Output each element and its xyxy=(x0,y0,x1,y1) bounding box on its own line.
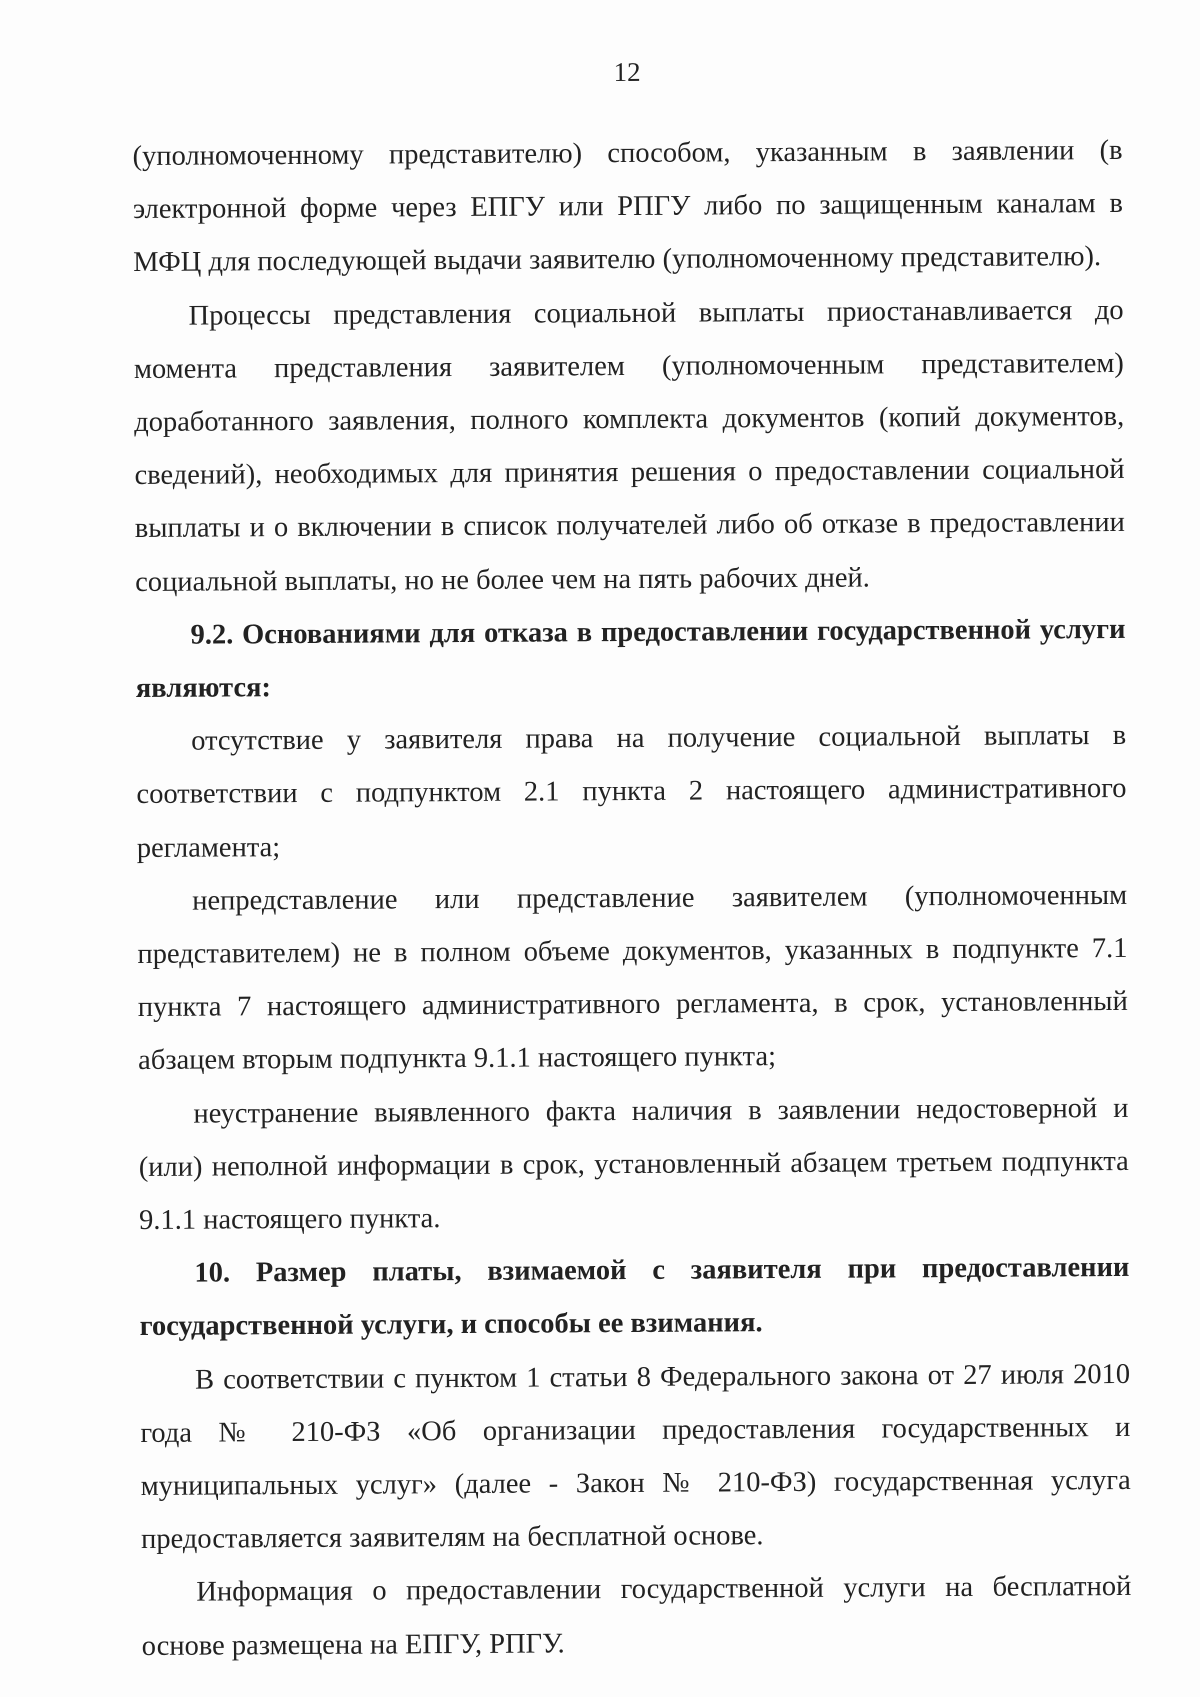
paragraph-suspension: Процессы представления социальной выплаты приостанавливается до момента представления заявителем (уполномоченным представителем) доработанного заявления, полного комплекта документов (копий документов, сведений), необходимых для принятия решения о предоставлении социальной выплаты и о включении в список получателей либо об отказе в предоставлении социальной выплаты, но не более чем на пять рабочих дней. xyxy=(133,294,1125,598)
document-body xyxy=(132,54,1132,1673)
paragraph-refusal-ground-2: непредставление или представление заявителем (уполномоченным представителем) не в полном объеме документов, указанных в подпункте 7.1 пункта 7 настоящего административного регламента, в срок, установленный абзацем вторым подпункта 9.1.1 настоящего пункта; xyxy=(137,879,1128,1077)
paragraph-refusal-ground-3: неустранение выявленного факта наличия в заявлении недостоверной и (или) неполной информации в срок, установленный абзацем третьем подпункта 9.1.1 настоящего пункта. xyxy=(138,1092,1129,1237)
paragraph-information-placement: Информация о предоставлении государственной услуги на бесплатной основе размещена на ЕПГУ, РПГУ. xyxy=(141,1571,1132,1662)
paragraph-refusal-ground-1: отсутствие у заявителя права на получение социальной выплаты в соответствии с подпунктом 2.1 пункта 2 настоящего административного регламента; xyxy=(136,720,1127,864)
section-heading-9-2: 9.2. Основаниями для отказа в предоставлении государственной услуги являются: xyxy=(135,613,1126,705)
paragraph-free-of-charge: В соответствии с пунктом 1 статьи 8 Федерального закона от 27 июля 2010 года № 210-ФЗ «Об организации предоставления государственных и муниципальных услуг» (далее - Закон № 210-ФЗ) государственная услуга предоставляется заявителям на бесплатной основе. xyxy=(140,1358,1131,1556)
section-heading-10: 10. Размер платы, взимаемой с заявителя при предоставлении государственной услуги, и способы ее взимания. xyxy=(139,1252,1130,1343)
paragraph-continuation: (уполномоченному представителю) способом, указанным в заявлении (в электронной форме через ЕПГУ или РПГУ либо по защищенным каналам в МФЦ для последующей выдачи заявителю (уполномоченному представителю). xyxy=(132,134,1123,279)
page-number: 12 xyxy=(613,56,641,88)
